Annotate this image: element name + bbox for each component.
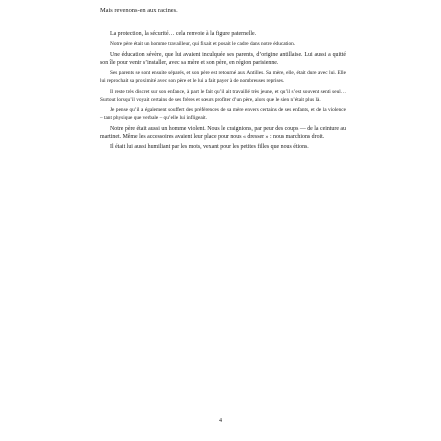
paragraph-4: Ses parents se sont ensuite séparés, et son père est retourné aux Antilles. Sa mère, elle, était dure avec lui. Elle lui reprochait sa proximité avec son père et le lui a fait payer à de nombreuses reprises. xyxy=(100,70,346,85)
paragraph-2: Notre père était un homme travailleur, qui fixait et posait le cadre dans notre éducation. xyxy=(110,41,296,48)
paragraph-7: Notre père était aussi un homme violent. Nous le craignions, par peur des coups — de la ceinture au martinet. Même les accessoires avaient leur place pour nous « dresser » : nous marchions droit. xyxy=(100,125,346,140)
body-text xyxy=(100,30,346,154)
paragraph-3: Une éducation sévère, que lui avaient inculquée ses parents, d’origine antillaise. Lui aussi a quitté son île pour venir s’installer, avec sa mère et son père, en région parisienne. xyxy=(100,51,346,66)
lead-line: Mais revenons-en aux racines. xyxy=(100,7,178,14)
paragraph-1: La protection, la sécurité… cela renvoie à la figure paternelle. xyxy=(110,31,257,37)
paragraph-6: Je pense qu’il a également souffert des préférences de sa mère envers certains de ses enfants, et de la violence – tant physique que verbale – qu’elle lui infligeait. xyxy=(100,107,346,122)
page-number: 4 xyxy=(219,418,222,424)
paragraph-5: Il reste très discret sur son enfance, à part le fait qu’il ait travaillé très jeune, et qu’il s’est souvent senti seul… Surtout lorsqu’il voyait certains de ses frères et sœurs profiter d’un père, alors que le sien n’était plus là. xyxy=(100,88,346,103)
paragraph-8: Il était lui aussi humiliant par les mots, vexant pour les petites filles que nous étions. xyxy=(110,144,309,151)
